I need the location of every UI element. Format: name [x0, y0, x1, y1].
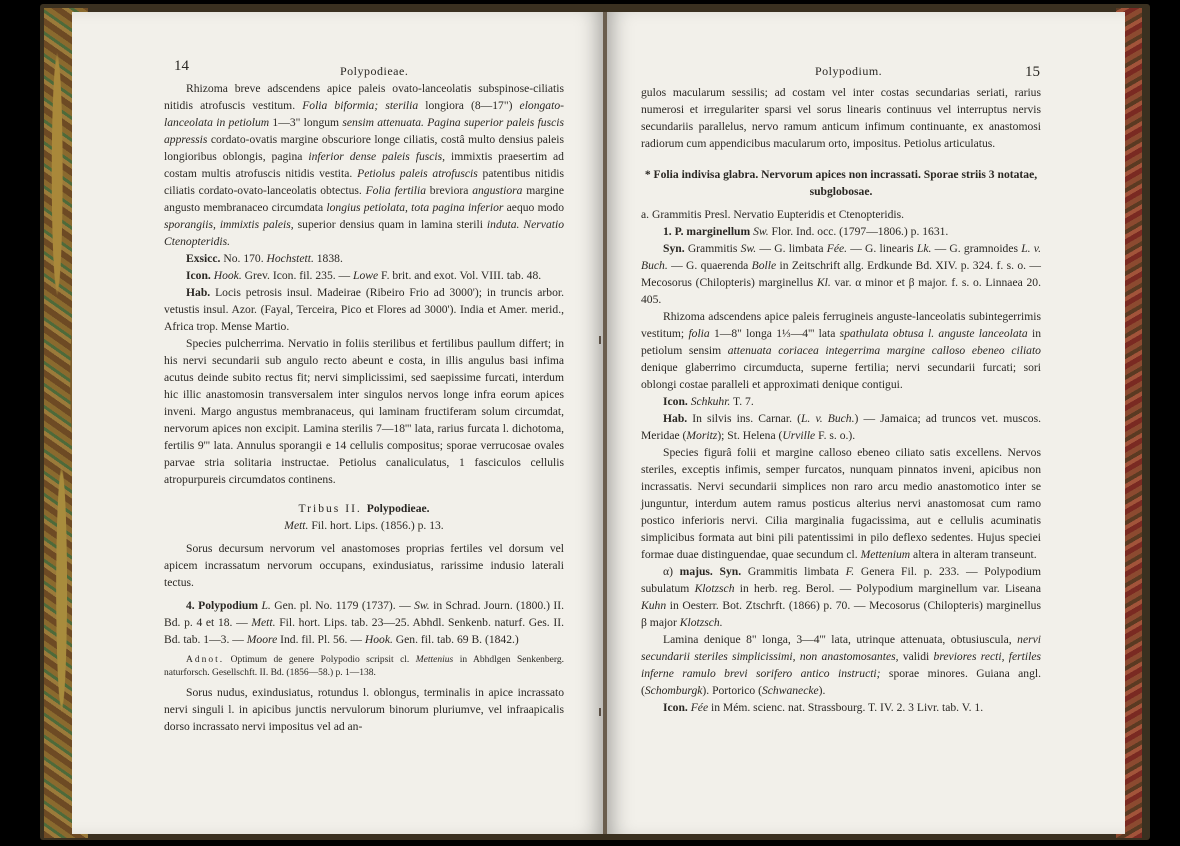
left-running-head: Polypodieae.: [340, 64, 409, 78]
lamina-paragraph: Lamina denique 8" longa, 3—4''' lata, utrinque attenuata, obtusiuscula, nervi secundarii steriles simplicissimi, non anastomosantes, validi breviores recti, fertiles inferne ramulo brevi sorifero antico instructi; sporae minores. Guiana angl. (Schomburgk). Portorico (Schwanecke).: [641, 633, 1041, 697]
left-page-number: 14: [174, 58, 189, 74]
species-paragraph: Species pulcherrima. Nervatio in foliis sterilibus et fertilibus paullum differt; in his nervi secundarii sub angulo recto abeunt e costa, in illis angulus basi infima acutus deinde subito rectus fit; nervi simplicissimi, sed saepissime furcati, interdum hic illic anastomosin transversalem inter singulos nervos longe infra eorum apices inveni. Margo angustus membranaceus, qui laminam fructiferam solum circumdat, nervorum apices non excipit. Lamina sterilis 7—18''' lata, rarius furcata l. dichotoma, fertilis 9''' lata. Annulus sporangii e 14 cellulis compositus; sporae verrucosae ovales parvae stria solitaria instructae. Petiolus canaliculatus, 1 fasciculos cellulis atropurpureis circumdatos continens.: [164, 337, 564, 486]
tribus-heading: Tribus II. Polypodieae.: [298, 502, 430, 515]
left-page-body: [164, 80, 564, 735]
adnot-note: Adnot. Optimum de genere Polypodio scripsit cl. Mettenius in Abhdlgen Senkenberg. naturforsch. Gesellschft. II. Bd. (1856—58.) p. 1—138.: [164, 655, 564, 678]
species-paragraph: Species figurâ folii et margine calloso ebeneo ciliato satis excellens. Nervos steriles, exceptis infimis, semper furcatos, nunquam pinnatos inveni, apicibus non incrassatis. Nervi secundarii simplices non raro arcu medio anastomotico inter se junguntur, interdum autem ramus posticus alterius nervi anastomosat cum ramo postico inferioris nervi. Cilia marginalia fugacissima, aut e cellulis acuminatis simplicibus formata aut bini pili patentissimi in pilo deflexo sedentes. Hujus speciei formae duae distinguendae, quae secundum cl. Mettenium altera in alteram transeunt.: [641, 446, 1041, 561]
variety-paragraph: α) majus. Syn. Grammitis limbata F. Genera Fil. p. 233. — Polypodium subulatum Klotzsch in herb. reg. Berol. — Polypodium marginellum var. Liseana Kuhn in Oesterr. Bot. Ztschrft. (1866) p. 70. — Mecosorus (Chilopteris) marginellus β major Klotzsch.: [641, 565, 1041, 629]
left-page: [72, 12, 605, 834]
gutter-mark: [599, 336, 601, 344]
syn-paragraph: Syn. Grammitis Sw. — G. limbata Fée. — G. linearis Lk. — G. gramnoides L. v. Buch. — G. quaerenda Bolle in Zeitschrift allg. Erdkunde Bd. XIV. p. 324. f. s. o. — Mecosorus (Chilopteris) marginellus Kl. var. α minor et β major. f. s. o. Linnaea 20. 405.: [641, 242, 1041, 306]
right-page-body: [641, 84, 1041, 716]
section-heading: * Folia indivisa glabra. Nervorum apices non incrassati. Sporae striis 3 notatae, subglobosae.: [644, 168, 1038, 198]
hab-paragraph: Hab. Locis petrosis insul. Madeirae (Ribeiro Frio ad 3000'); in truncis arbor. vetustis insul. Azor. (Fayal, Terceira, Pico et Flores ad 3000'). India et Amer. merid., Africa trop. Mense Martio.: [164, 286, 564, 333]
icon-paragraph: Icon. Schkuhr. T. 7.: [663, 395, 754, 408]
right-running-head: Polypodium.: [815, 64, 883, 78]
icon-paragraph: Icon. Hook. Grev. Icon. fil. 235. — Lowe F. brit. and exot. Vol. VIII. tab. 48.: [186, 269, 542, 282]
genus-paragraph: 4. Polypodium L. Gen. pl. No. 1179 (1737). — Sw. in Schrad. Journ. (1800.) II. Bd. p. 4 et 18. — Mett. Fil. hort. Lips. tab. 23—25. Abhdl. Senkenb. naturf. Ges. II. Bd. tab. 1—3. — Moore Ind. fil. Pl. 56. — Hook. Gen. fil. tab. 69 B. (1842.): [164, 599, 564, 646]
sorus-paragraph: Sorus decursum nervorum vel anastomoses proprias fertiles vel dorsum vel apicem incrassatum nervorum occupans, exindusiatus, rarissime indusio laterali tectus.: [164, 542, 564, 589]
rhizoma-paragraph: Rhizoma adscendens apice paleis ferrugineis anguste-lanceolatis subintegerrimis vestitum; folia 1—8" longa 1⅓—4''' lata spathulata obtusa l. anguste lanceolata in petiolum sensim attenuata coriacea integerrima margine calloso ebeneo ciliato denique glaberrimo circumducta, superne fertilia; nervi secundarii furcati; sori oblongi costae paralleli et approximati denique contigui.: [641, 310, 1042, 391]
description-paragraph: Rhizoma breve adscendens apice paleis ovato-lanceolatis subspinose-ciliatis nitidis atrofuscis vestitum. Folia biformia; sterilia longiora (8—17") elongato-lanceolata in petiolum 1—3" longum sensim attenuata. Pagina superior paleis fuscis appressis cordato-ovatis margine obscuriore longe ciliatis, costâ multo densius paleis longioribus oblongis, pagina inferior dense paleis fuscis, immixtis praesertim ad costam multis atrofuscis nitidis vestita. Petiolus paleis atrofuscis patentibus nitidis ciliatis cordato-ovato-lanceolatis obtectus. Folia fertilia breviora angustiora margine angusto membranaceo circumdata longius petiolata, tota pagina inferior aequo modo sporangiis, immixtis paleis, superior densius quam in lamina sterili induta. Nervatio Ctenopteridis.: [164, 82, 565, 248]
continuation-paragraph: gulos macularum sessilis; ad costam vel inter costas secundarias seriati, rarius numerosi et irregulariter sparsi vel sorus linearis continuus vel interruptus nervis secundariis parallelus, nervo ramum anticum infimum continuante, ex anastomosi radiorum cum appendicibus macularum orto, impositus. Petiolus articulatus.: [641, 86, 1041, 150]
tribus-reference: Mett. Fil. hort. Lips. (1856.) p. 13.: [284, 519, 444, 532]
subsection-heading: a. Grammitis Presl. Nervatio Eupteridis et Ctenopteridis.: [641, 208, 905, 221]
icon2-paragraph: Icon. Fée in Mém. scienc. nat. Strassbourg. T. IV. 2. 3 Livr. tab. V. 1.: [663, 701, 984, 714]
gutter-mark: [599, 708, 601, 716]
species-heading: 1. P. marginellum Sw. Flor. Ind. occ. (1797—1806.) p. 1631.: [663, 225, 949, 238]
sorus-nudus-paragraph: Sorus nudus, exindusiatus, rotundus l. oblongus, terminalis in apice incrassato nervi singuli l. in apicibus junctis nervulorum binorum pluriumve, vel infraapicalis dorso incrassato nervi impositus vel ad an-: [164, 686, 564, 733]
hab-paragraph: Hab. In silvis ins. Carnar. (L. v. Buch.) — Jamaica; ad truncos vet. muscos. Meridae (Moritz); St. Helena (Urville F. s. o.).: [641, 412, 1041, 442]
exsicc-paragraph: Exsicc. No. 170. Hochstett. 1838.: [186, 252, 343, 265]
right-page: [607, 12, 1125, 834]
right-page-number: 15: [1025, 64, 1040, 80]
